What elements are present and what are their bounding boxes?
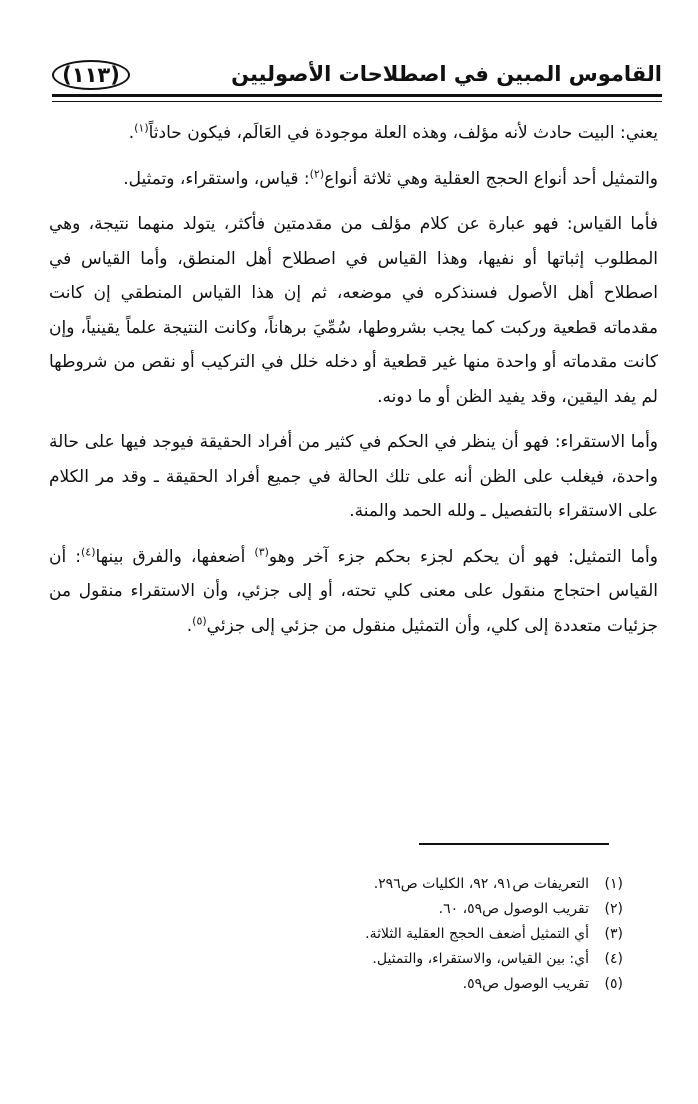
footnote-text: تقريب الوصول ص٥٩. — [462, 976, 589, 992]
paragraph-5-end: . — [186, 615, 193, 636]
header-rule-thick — [52, 94, 662, 97]
main-text — [49, 116, 658, 654]
footnote-5 — [63, 972, 623, 997]
footnote-ref-3: (٣) — [254, 544, 269, 558]
header-rule-thin — [52, 101, 662, 102]
footnote-ref-5: (٥) — [192, 613, 207, 627]
paragraph-2 — [49, 162, 658, 197]
paragraph-5-text-a: وأما التمثيل: فهو أن يحكم لجزء بحكم جزء آخر وهو — [268, 546, 658, 567]
footnote-text: أي التمثيل أضعف الحجج العقلية الثلاثة. — [365, 926, 589, 942]
footnote-number: (٢) — [604, 901, 623, 917]
footnote-text: تقريب الوصول ص٥٩، ٦٠. — [438, 901, 589, 917]
paragraph-3 — [49, 207, 658, 414]
paragraph-3-text: فأما القياس: فهو عبارة عن كلام مؤلف من مقدمتين فأكثر، يتولد منهما نتيجة، وهي المطلوب إثباتها أو نفيها، وهذا القياس في اصطلاح أهل المنطق، وأما القياس في اصطلاح أهل الأصول فسنذكره في موضعه، ثم إن هذا القياس المنطقي إن كانت مقدماته قطعية وركبت كما يجب بشروطها، سُمِّيَ برهاناً، وكانت النتيجة علماً يقينياً، وإن كانت مقدماته أو واحدة منها غير قطعية أو دخله خلل في التركيب أو نقص من شروطها لم يفد اليقين، وقد يفيد الظن أو ما دونه. — [49, 214, 658, 407]
paragraph-2-text-a: والتمثيل أحد أنواع الحجج العقلية وهي ثلاثة أنواع — [324, 168, 658, 189]
footnote-2 — [63, 897, 623, 922]
footnote-number: (٥) — [604, 976, 623, 992]
paragraph-5-text-c: : أن القياس احتجاج منقول على معنى كلي تحته، أو إلى جزئي، وأن الاستقراء منقول من جزئيات متعددة إلى كلي، وأن التمثيل منقول من جزئي إلى جزئي — [49, 546, 658, 636]
running-title: القاموس المبين في اصطلاحات الأصوليين — [231, 62, 662, 86]
paragraph-2-text-b: : قياس، واستقراء، وتمثيل. — [123, 168, 310, 189]
paragraph-1-end: . — [128, 123, 135, 143]
footnote-3 — [63, 922, 623, 947]
footnotes — [63, 872, 623, 997]
footnote-separator — [419, 843, 609, 845]
footnote-number: (١) — [604, 876, 623, 892]
paragraph-4-text: وأما الاستقراء: فهو أن ينظر في الحكم في كثير من أفراد الحقيقة فيوجد فيها على حالة واحدة، فيغلب على الظن أنه على تلك الحالة في جميع أفراد الحقيقة ـ وقد مر الكلام على الاستقراء بالتفصيل ـ ولله الحمد والمنة. — [49, 432, 658, 521]
footnote-text: أي: بين القياس، والاستقراء، والتمثيل. — [372, 951, 589, 967]
footnote-ref-4: (٤) — [80, 544, 96, 558]
footnote-ref-1: (١) — [134, 121, 149, 135]
paragraph-1 — [49, 116, 658, 151]
footnote-number: (٣) — [604, 926, 623, 942]
footnote-4 — [63, 947, 623, 972]
paragraph-1-text: يعني: البيت حادث لأنه مؤلف، وهذه العلة موجودة في العَالَم، فيكون حادثاً — [148, 123, 658, 143]
footnote-1 — [63, 872, 623, 897]
paragraph-5-text-b: أضعفها، والفرق بينها — [95, 546, 255, 567]
page-header — [52, 58, 662, 96]
footnote-ref-2: (٢) — [309, 166, 325, 180]
footnote-number: (٤) — [604, 951, 623, 967]
paragraph-4 — [49, 425, 658, 529]
page-number: (١١٣) — [52, 60, 130, 90]
paragraph-5 — [49, 540, 658, 644]
footnote-text: التعريفات ص٩١، ٩٢، الكليات ص٢٩٦. — [373, 876, 589, 892]
